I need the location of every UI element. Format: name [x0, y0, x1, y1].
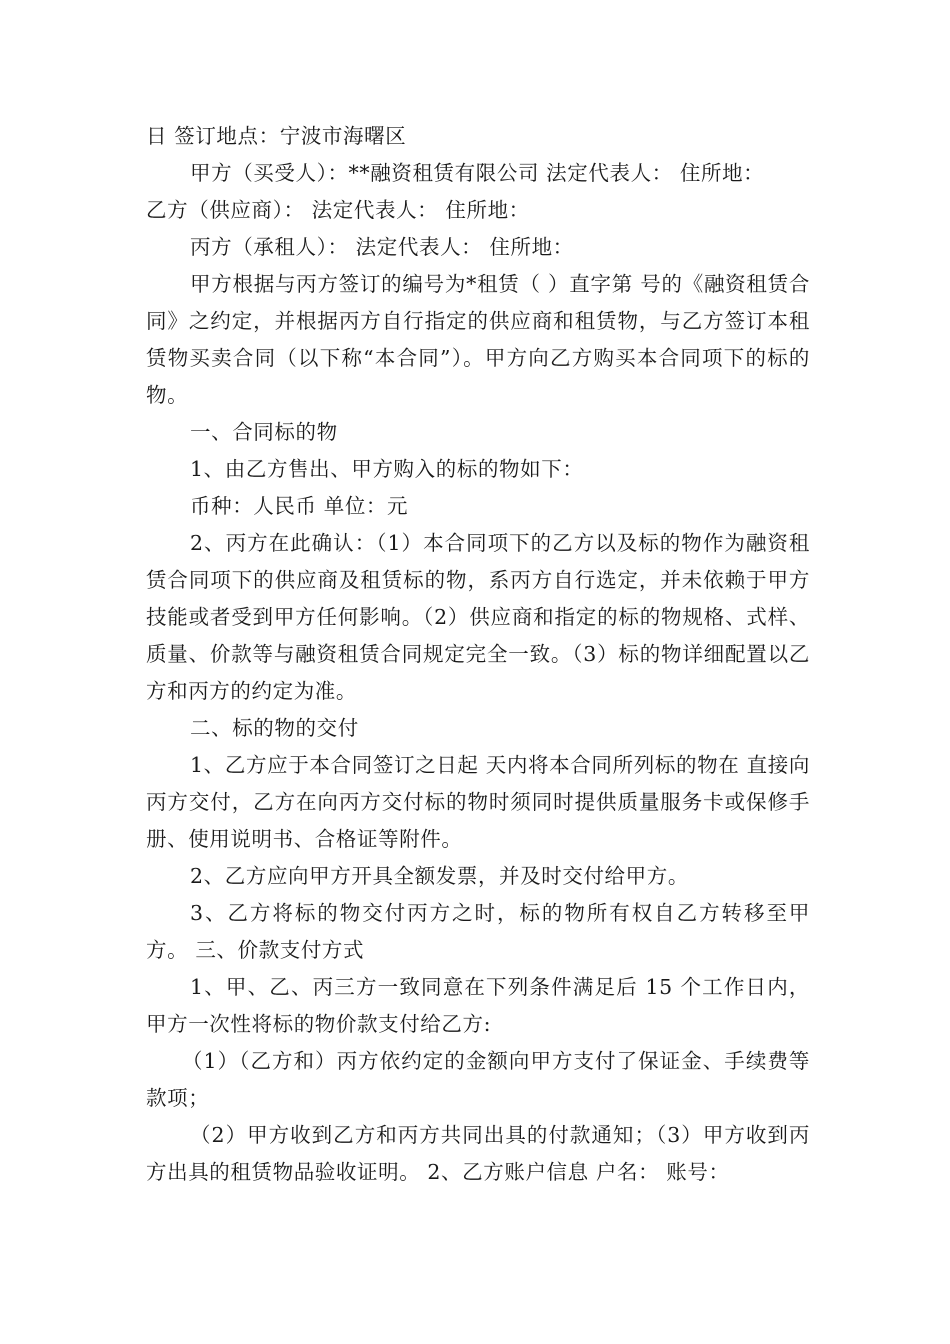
section-heading-2: 二、标的物的交付 — [190, 716, 359, 740]
section-heading-1: 一、合同标的物 — [190, 420, 338, 444]
party-b-line: 乙方（供应商）： 法定代表人： 住所地： — [146, 198, 530, 222]
clause-2-3: 3、乙方将标的物交付丙方之时，标的物所有权自乙方转移至甲方。 三、价款支付方式 — [146, 901, 810, 962]
clause-3-1: 1、甲、乙、丙三方一致同意在下列条件满足后 15 个工作日内，甲方一次性将标的物价款支付给乙方: — [146, 975, 810, 1036]
currency-unit-line: 币种：人民币 单位：元 — [190, 494, 409, 518]
clause-1-1: 1、由乙方售出、甲方购入的标的物如下： — [190, 457, 584, 481]
party-c-line: 丙方（承租人）： 法定代表人： 住所地： — [190, 235, 574, 259]
party-a-line: 甲方（买受人）：**融资租赁有限公司 法定代表人： 住所地： — [190, 161, 765, 185]
clause-2-2: 2、乙方应向甲方开具全额发票，并及时交付给甲方。 — [190, 864, 689, 888]
preamble-paragraph: 甲方根据与丙方签订的编号为*租赁（ ）直字第 号的《融资租赁合同》之约定，并根据丙方自行指定的供应商和租赁物，与乙方签订本租赁物买卖合同（以下称“本合同”）。甲方向乙方购买本合同项下的标的物。 — [146, 272, 810, 407]
condition-1: （1）（乙方和）丙方依约定的金额向甲方支付了保证金、手续费等款项； — [146, 1049, 810, 1110]
clause-2-1: 1、乙方应于本合同签订之日起 天内将本合同所列标的物在 直接向丙方交付，乙方在向丙方交付标的物时须同时提供质量服务卡或保修手册、使用说明书、合格证等附件。 — [146, 753, 810, 851]
clause-1-2: 2、丙方在此确认：（1）本合同项下的乙方以及标的物作为融资租赁合同项下的供应商及租赁标的物，系丙方自行选定，并未依赖于甲方技能或者受到甲方任何影响。（2）供应商和指定的标的物规格、式样、质量、价款等与融资租赁合同规定完全一致。（3）标的物详细配置以乙方和丙方的约定为准。 — [146, 531, 810, 703]
signing-location: 日 签订地点：宁波市海曙区 — [146, 124, 407, 148]
contract-body — [146, 118, 810, 1191]
condition-2-3: （2）甲方收到乙方和丙方共同出具的付款通知；（3）甲方收到丙方出具的租赁物品验收证明。 2、乙方账户信息 户名： 账号： — [146, 1123, 810, 1184]
